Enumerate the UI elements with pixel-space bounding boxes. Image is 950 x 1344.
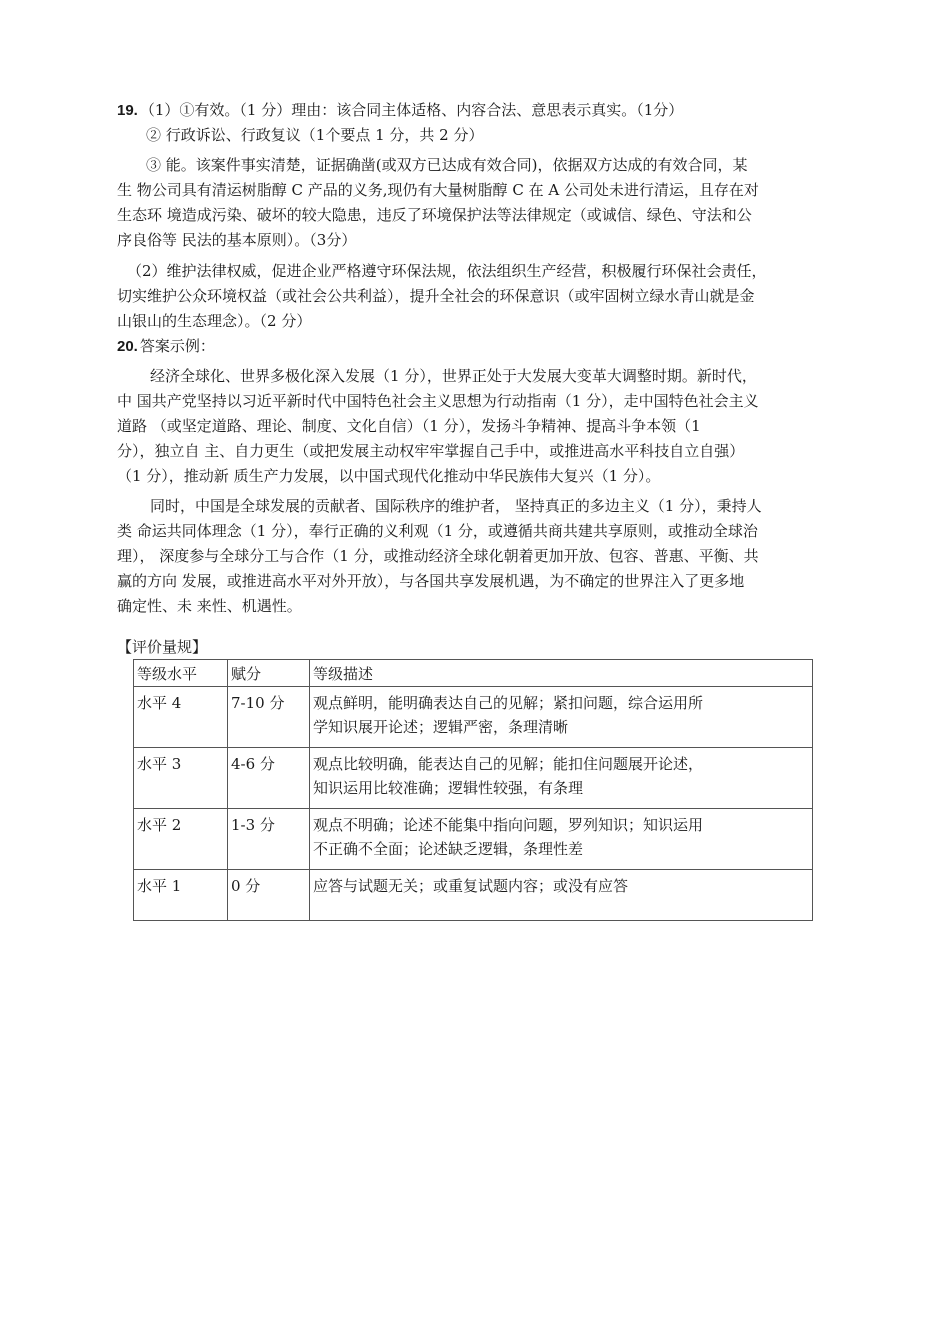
level-cell: 水平 1 — [134, 870, 228, 921]
level-cell: 水平 3 — [134, 748, 228, 809]
description-line: 学知识展开论述；逻辑严密，条理清晰 — [313, 718, 569, 736]
rubric-table — [133, 659, 813, 921]
q20-line-1: 经济全球化、世界多极化深入发展（1 分），世界正处于大发展大变革大调整时期。新时代， — [150, 367, 757, 385]
q19-line-3: ③ 能。该案件事实清楚，证据确凿(或双方已达成有效合同)，依据双方达成的有效合同，某 — [146, 156, 748, 174]
answer-content — [117, 98, 833, 619]
description-cell — [310, 748, 813, 809]
q20-line-6: 同时，中国是全球发展的贡献者、国际秩序的维护者， 坚持真正的多边主义（1 分），秉持人 — [150, 497, 762, 515]
level-cell: 水平 2 — [134, 809, 228, 870]
description-cell — [310, 687, 813, 748]
q20-heading — [117, 334, 833, 359]
q20-number: 20. — [117, 338, 138, 355]
description-line: 不正确不全面；论述缺乏逻辑，条理性差 — [313, 840, 584, 858]
description-line: 观点鲜明，能明确表达自己的见解；紧扣问题，综合运用所 — [313, 694, 704, 712]
q20-line-4: 分），独立自 主、自力更生（或把发展主动权牢牢掌握自己手中，或推进高水平科技自立自强） — [117, 442, 745, 460]
q20-line-5: （1 分），推动新 质生产力发展，以中国式现代化推动中华民族伟大复兴（1 分）。 — [117, 467, 661, 485]
q19-line-4: 生 物公司具有清运树脂醇 C 产品的义务,现仍有大量树脂醇 C 在 A 公司处未进行清运，且存在对 — [117, 181, 759, 199]
q20-line-7: 类 命运共同体理念（1 分），奉行正确的义利观（1 分，或遵循共商共建共享原则，或推动全球治 — [117, 522, 758, 540]
q19-line-6: 序良俗等 民法的基本原则）。（3分） — [117, 231, 357, 249]
table-row — [134, 809, 813, 870]
q19-line-2: ② 行政诉讼、行政复议（1个要点 1 分，共 2 分） — [146, 126, 484, 144]
description-line: 观点不明确；论述不能集中指向问题，罗列知识；知识运用 — [313, 816, 704, 834]
q19-part1-text: （1）①有效。（1 分）理由：该合同主体适格、内容合法、意思表示真实。（1分） — [139, 101, 684, 119]
level-cell: 水平 4 — [134, 687, 228, 748]
header-description: 等级描述 — [310, 660, 813, 687]
q19-line-9: 山银山的生态理念）。（2 分） — [117, 312, 312, 330]
description-line: 应答与试题无关；或重复试题内容；或没有应答 — [313, 877, 629, 895]
q20-line-3: 道路 （或坚定道路、理论、制度、文化自信）（1 分），发扬斗争精神、提高斗争本领（1 — [117, 417, 701, 435]
q20-line-9: 赢的方向 发展，或推进高水平对外开放），与各国共享发展机遇，为不确定的世界注入了更多地 — [117, 572, 745, 590]
q20-line-8: 理）， 深度参与全球分工与合作（1 分，或推动经济全球化朝着更加开放、包容、普惠、平衡、共 — [117, 547, 759, 565]
description-cell — [310, 809, 813, 870]
header-level: 等级水平 — [134, 660, 228, 687]
q19-number: 19. — [117, 102, 138, 119]
score-cell: 1-3 分 — [228, 809, 310, 870]
table-row — [134, 687, 813, 748]
q19-line-8: 切实维护公众环境权益（或社会公共利益），提升全社会的环保意识（或牢固树立绿水青山就是金 — [117, 287, 755, 305]
table-row — [134, 870, 813, 921]
description-line: 知识运用比较准确；逻辑性较强，有条理 — [313, 779, 584, 797]
q20-line-10: 确定性、未 来性、机遇性。 — [117, 597, 302, 615]
table-header-row — [134, 660, 813, 687]
q19-line-1 — [117, 98, 833, 123]
header-score: 赋分 — [228, 660, 310, 687]
score-cell: 4-6 分 — [228, 748, 310, 809]
score-cell: 0 分 — [228, 870, 310, 921]
table-row — [134, 748, 813, 809]
q20-line-2: 中 国共产党坚持以习近平新时代中国特色社会主义思想为行动指南（1 分），走中国特色社会主义 — [117, 392, 759, 410]
score-cell: 7-10 分 — [228, 687, 310, 748]
description-cell — [310, 870, 813, 921]
q20-intro: 答案示例： — [139, 337, 215, 355]
description-line: 观点比较明确，能表达自己的见解；能扣住问题展开论述， — [313, 755, 704, 773]
q19-line-5: 生态环 境造成污染、破坏的较大隐患，违反了环境保护法等法律规定（或诚信、绿色、守法和公 — [117, 206, 752, 224]
q19-line-7: （2）维护法律权威，促进企业严格遵守环保法规，依法组织生产经营，积极履行环保社会责任， — [127, 262, 767, 280]
rubric-title: 【评价量规】 — [117, 638, 208, 656]
